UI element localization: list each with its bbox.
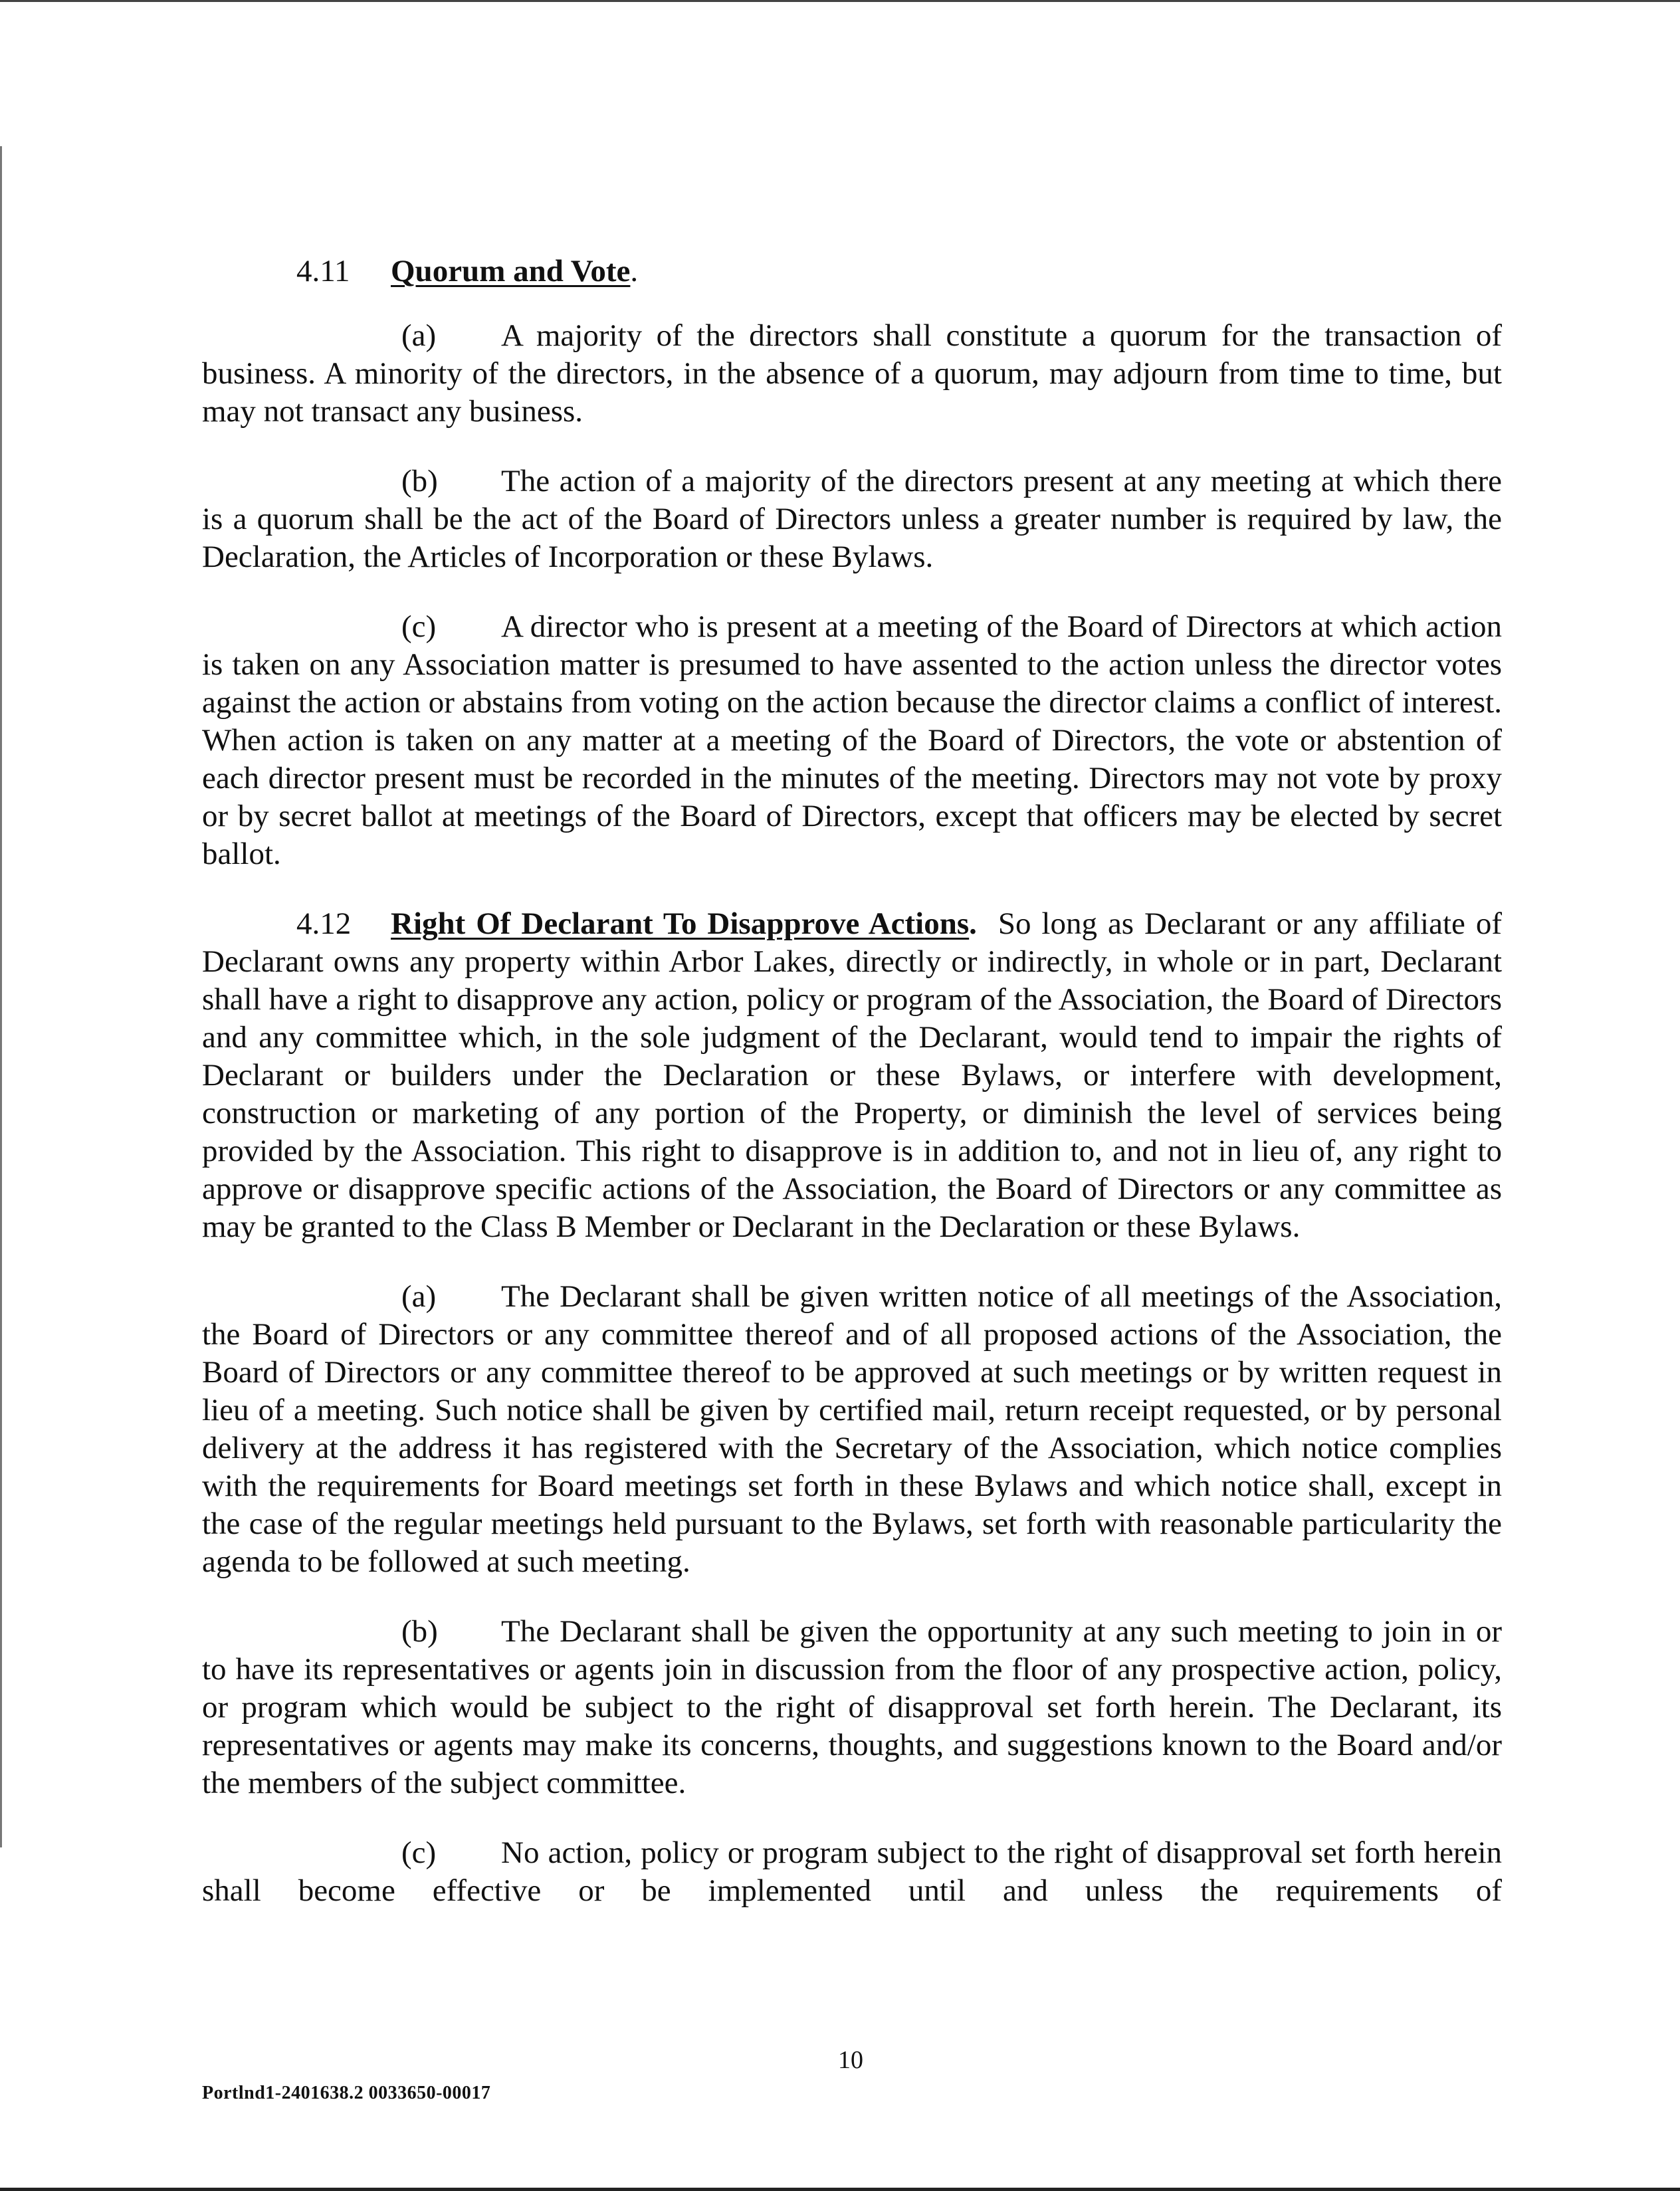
paragraph-label: (a): [401, 1279, 437, 1314]
section-4-12-c: [202, 1834, 1502, 1910]
scan-edge-left: [0, 146, 2, 1847]
section-4-11-heading: [202, 253, 1502, 290]
page-number: 10: [838, 2046, 863, 2074]
paragraph-label: (a): [401, 318, 437, 353]
paragraph-label: (c): [401, 609, 437, 644]
paragraph-label: (c): [401, 1835, 437, 1870]
paragraph-label: (b): [401, 1614, 438, 1649]
section-intro-text: So long as Declarant or any affiliate of Declarant owns any property within Arbor Lakes, directly or indirectly, in whole or in part, Declarant shall have a right to disapprove any action, policy or program of the Association, the Board of Directors and any committee which, in the sole judgment of the Declarant, would tend to impair the rights of Declarant or builders under the Declaration or these Bylaws, or interfere with development, construction or marketing of any portion of the Property, or diminish the level of services being provided by the Association. This right to disapprove is in addition to, and not in lieu of, any right to approve or disapprove specific actions of the Association, the Board of Directors or any committee as may be granted to the Class B Member or Declarant in the Declaration or these Bylaws.: [202, 906, 1502, 1244]
document-id: Portlnd1-2401638.2 0033650-00017: [202, 2083, 491, 2103]
section-4-12: [202, 905, 1502, 1246]
document-body: [202, 253, 1502, 1942]
scan-edge-bottom: [0, 2188, 1680, 2191]
section-4-12-b: [202, 1613, 1502, 1802]
paragraph-text: A director who is present at a meeting of the Board of Directors at which action is taken on any Association matter is presumed to have assented to the action unless the director votes against the action or abstains from voting on the action because the director claims a conflict of interest. When action is taken on any matter at a meeting of the Board of Directors, the vote or abstention of each director present must be recorded in the minutes of the meeting. Directors may not vote by proxy or by secret ballot at meetings of the Board of Directors, except that officers may be elected by secret ballot.: [202, 609, 1502, 871]
section-title-period: .: [969, 906, 977, 941]
paragraph-text: The action of a majority of the directors present at any meeting at which there is a quorum shall be the act of the Board of Directors unless a greater number is required by law, the Declaration, the Articles of Incorporation or these Bylaws.: [202, 464, 1502, 574]
section-4-11-c: [202, 608, 1502, 873]
section-number: 4.12: [296, 906, 352, 941]
paragraph-text: The Declarant shall be given the opportunity at any such meeting to join in or to have its representatives or agents join in discussion from the floor of any prospective action, policy, or program which would be subject to the right of disapproval set forth herein. The Declarant, its representatives or agents may make its concerns, thoughts, and suggestions known to the Board and/or the members of the subject committee.: [202, 1614, 1502, 1800]
paragraph-text: The Declarant shall be given written notice of all meetings of the Association, the Board of Directors or any committee thereof and of all proposed actions of the Association, the Board of Directors or any committee thereof to be approved at such meetings or by written request in lieu of a meeting. Such notice shall be given by certified mail, return receipt requested, or by personal delivery at the address it has registered with the Secretary of the Association, which notice complies with the requirements for Board meetings set forth in these Bylaws and which notice shall, except in the case of the regular meetings held pursuant to the Bylaws, set forth with reasonable particularity the agenda to be followed at such meeting.: [202, 1279, 1502, 1579]
section-number: 4.11: [296, 254, 350, 288]
section-4-12-a: [202, 1278, 1502, 1581]
section-title: Quorum and Vote: [391, 254, 631, 288]
paragraph-label: (b): [401, 464, 438, 498]
section-title-period: .: [630, 254, 639, 288]
paragraph-text: A majority of the directors shall constitute a quorum for the transaction of business. A minority of the directors, in the absence of a quorum, may adjourn from time to time, but may not transact any business.: [202, 318, 1502, 429]
paragraph-text: No action, policy or program subject to the right of disapproval set forth herein shall become effective or be implemented until and unless the requirements of: [202, 1835, 1502, 1908]
section-4-11-a: [202, 317, 1502, 431]
scan-edge-top: [0, 0, 1680, 2]
section-title: Right Of Declarant To Disapprove Actions: [391, 906, 970, 941]
section-4-11-b: [202, 463, 1502, 576]
